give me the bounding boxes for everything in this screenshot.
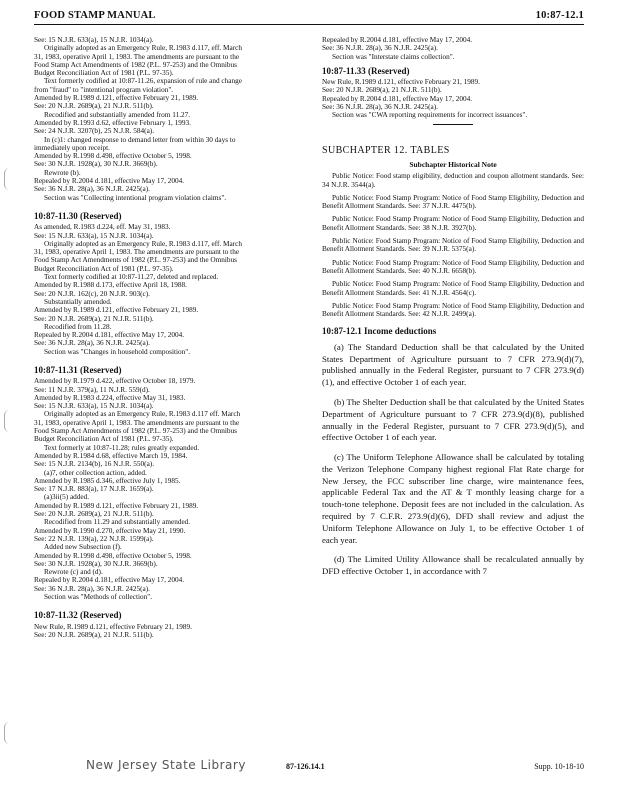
note-line: Rewrote (b). [44,168,81,177]
section-title: 10:87-11.30 (Reserved) [34,210,122,221]
rule-paragraph: (b) The Shelter Deduction shall be that calculated by the United States Department of Agriculture pursuant to 7 CFR 273.9(d)(8), published annually in the Federal Register, pursuant to 7 CFR 273.9(d)(5), and effective October 1 of each year. [322,396,584,443]
section-title-11-33: 10:87-11.33 (Reserved) [322,65,410,76]
note-line: Amended by R.1993 d.62, effective February 1, 1993. [34,118,191,127]
rule-paragraph: (d) The Limited Utility Allowance shall be recalculated annually by DFD effective October 1, in accordance with 7 [322,554,584,577]
note-line: Amended by R.1990 d.270, effective May 21, 1990. [34,526,186,535]
note-line: Repealed by R.2004 d.181, effective May 17, 2004. [34,331,185,340]
note-line: See: 30 N.J.R. 1928(a), 30 N.J.R. 3669(b). [34,559,158,568]
note-line: Budget Reconciliation Act of 1981 (P.L. 97-35). [34,69,174,78]
note-line: Repealed by R.2004 d.181, effective May 17, 2004. [322,94,473,103]
note-line: See: 15 N.J.R. 633(a), 15 N.J.R. 1034(a). [34,402,154,411]
note-line: Budget Reconciliation Act of 1981 (P.L. 97-35). [34,435,174,444]
rule-paragraph: (a) The Standard Deduction shall be that calculated by the United States Department of Agriculture pursuant to 7 CFR 273.9(d)(7), published annually in the Federal Register, pursuant to 7 CFR 273.9(d)(1), and effective October 1 of each year. [322,341,584,388]
historical-note-paragraph: Public Notice: Food Stamp Program: Notice of Food Stamp Eligibility, Deduction and Benefit Allotment Standards. See: 40 N.J.R. 6658(b). [322,258,584,275]
library-stamp: New Jersey State Library [86,758,246,772]
note-line: Amended by R.1979 d.422, effective October 18, 1979. [34,377,196,386]
note-line: Recodified from 11.28. [44,322,112,331]
note-line: Section was "Collecting intentional program violation claims". [44,193,227,202]
note-line: Amended by R.1983 d.224, effective May 31, 1983. [34,393,186,402]
note-line: Added new Subsection (f). [44,543,122,552]
note-line: See: 15 N.J.R. 633(a), 15 N.J.R. 1034(a). [34,231,154,240]
note-line: Amended by R.1988 d.173, effective April 18, 1988. [34,281,187,290]
section-number: 10:87-12.1 [535,10,584,21]
note-line: See: 36 N.J.R. 28(a), 36 N.J.R. 2425(a). [34,584,150,593]
section-notes [34,377,308,601]
note-line: Repealed by R.2004 d.181, effective May 17, 2004. [34,576,185,585]
note-line: Text formerly codified at 10:87-11.27, deleted and replaced. [44,273,219,282]
note-line: See: 20 N.J.R. 2689(a), 21 N.J.R. 511(b). [34,630,154,639]
historical-note-paragraph: Public Notice: Food Stamp Program: Notice of Food Stamp Eligibility, Deduction and Benefit Allotment Standards. See: 37 N.J.R. 4475(b). [322,193,584,211]
historical-note-paragraph: Public Notice: Food Stamp Program: Notice of Food Stamp Eligibility, Deduction and Benefit Allotment Standards. See: 39 N.J.R. 5375(a). [322,237,584,254]
historical-note-paragraph: Public Notice: Food stamp eligibility, deduction and coupon allotment standards. See: 34 N.J.R. 3544(a). [322,172,584,189]
note-line: See: 36 N.J.R. 28(a), 36 N.J.R. 2425(a). [322,44,438,53]
note-line: Text formerly at 10:87-11.28; rules greatly expanded. [44,443,200,452]
note-line: See: 36 N.J.R. 28(a), 36 N.J.R. 2425(a). [34,339,150,348]
note-line: See: 20 N.J.R. 2689(a), 21 N.J.R. 511(b). [34,102,154,111]
note-line: Food Stamp Act Amendments of 1982 (P.L. 97-253) and the Omnibus [34,60,237,69]
note-line: See: 15 N.J.R. 2134(b), 16 N.J.R. 550(a). [34,460,155,469]
note-line: Rewrote (c) and (d). [44,568,103,577]
page-number: 87-126.14.1 [286,762,325,771]
historical-note-paragraph: Public Notice: Food Stamp Program: Notice of Food Stamp Eligibility, Deduction and Benefit Allotment Standards. See: 42 N.J.R. 2499(a). [322,301,584,319]
note-line: Amended by R.1998 d.498, effective October 5, 1998. [34,551,192,560]
note-line: New Rule, R.1989 d.121, effective February 21, 1989. [322,78,480,87]
note-line: Originally adopted as an Emergency Rule, R.1983 d.117, eff. March [44,239,242,248]
section-title: 10:87-11.31 (Reserved) [34,364,122,375]
note-line: Food Stamp Act Amendments of 1982 (P.L. 97-253) and the Omnibus [34,256,237,265]
note-line: Budget Reconciliation Act of 1981 (P.L. 97-35). [34,264,174,273]
note-line: In (c)1: changed response to demand letter from within 30 days to [44,135,236,144]
note-line: Amended by R.1985 d.346, effective July 1, 1985. [34,476,181,485]
note-line: As amended, R.1983 d.224, eff. May 31, 1983. [34,223,171,232]
note-line: See: 36 N.J.R. 28(a), 36 N.J.R. 2425(a). [322,103,438,112]
note-line: Amended by R.1989 d.121, effective February 21, 1989. [34,306,199,315]
right-column [322,36,584,586]
section-12-1-body [322,342,584,578]
section-title: 10:87-11.32 (Reserved) [34,610,122,621]
note-line: Section was "CWA reporting requirements for incorrect issuances". [332,111,528,120]
note-line: immediately upon receipt. [34,143,110,152]
header-rule [34,24,584,25]
left-column [34,36,308,639]
note-line: Food Stamp Act Amendments of 1982 (P.L. 97-253) and the Omnibus [34,427,237,436]
separator-rule [433,124,473,125]
note-line: 31, 1983, operative April 1, 1983. The amendments are pursuant to the [34,418,240,427]
note-line: Section was "Interstate claims collection". [332,52,455,61]
section-11-33-notes [322,78,584,119]
note-line: Section was "Changes in household composition". [44,347,191,356]
margin-mark [4,722,15,744]
note-line: See: 20 N.J.R. 2689(a), 21 N.J.R. 511(b). [34,510,154,519]
note-line: Section was "Methods of collection". [44,593,153,601]
note-line: Substantially amended. [44,297,112,306]
note-line: See: 30 N.J.R. 1928(a), 30 N.J.R. 3669(b). [34,160,158,169]
note-line: See: 11 N.J.R. 379(a), 11 N.J.R. 559(d). [34,385,150,394]
manual-title: FOOD STAMP MANUAL [34,10,156,21]
left-top-notes [34,36,308,202]
note-line: Recodified and substantially amended from 11.27. [44,110,191,119]
note-line: See: 24 N.J.R. 3207(b), 25 N.J.R. 584(a). [34,127,155,136]
section-title-12-1: 10:87-12.1 Income deductions [322,326,437,337]
historical-note-paragraph: Public Notice: Food Stamp Program: Notice of Food Stamp Eligibility, Deduction and Benefit Allotment Standards. See: 41 N.J.R. 4564(c). [322,280,584,297]
note-line: (a)3ii(5) added. [44,493,90,502]
note-line: Repealed by R.2004 d.181, effective May 17, 2004. [322,36,473,44]
note-line: See: 15 N.J.R. 633(a), 15 N.J.R. 1034(a). [34,36,154,44]
rule-paragraph: (c) The Uniform Telephone Allowance shall be calculated by totaling the Verizon Telephone Company highest regional Flat Rate charge for New Jersey, the FCC subscriber line charge, wire maintenance fees, applicable Federal Tax and the AT & T monthly leasing charge for a touch-tone telephone. Deposit fees are not included in the calculation. As required by 7 C.F.R. 273.9(d)(6), DFD shall review and adjust the Uniform Telephone Allowance on July 1, to be effective October 1 of each year. [322,452,584,545]
note-line: Amended by R.1984 d.68, effective March 19, 1984. [34,451,188,460]
note-line: Recodified from 11.29 and substantially amended. [44,518,191,527]
note-line: See: 17 N.J.R. 883(a), 17 N.J.R. 1659(a). [34,485,154,494]
left-sections [34,212,308,639]
note-line: Repealed by R.2004 d.181, effective May 17, 2004. [34,177,185,186]
note-line: (a)7, other collection action, added. [44,468,147,477]
historical-note [322,172,584,318]
section-notes [34,623,308,640]
subchapter-title: SUBCHAPTER 12. TABLES [322,144,450,156]
note-line: New Rule, R.1989 d.121, effective February 21, 1989. [34,622,192,631]
note-line: Originally adopted as an Emergency Rule, R.1983 d.117, eff. March [44,44,242,53]
note-line: See: 20 N.J.R. 2689(a), 21 N.J.R. 511(b). [322,86,442,95]
note-line: Amended by R.1989 d.121, effective February 21, 1989. [34,501,199,510]
note-line: Text formerly codified at 10:87-11.26, expansion of rule and change [44,77,242,86]
note-line: 31, 1983, operative April 1, 1983. The amendments are pursuant to the [34,52,240,61]
margin-mark [4,410,15,432]
section-notes [34,223,308,356]
historical-note-paragraph: Public Notice: Food Stamp Program: Notice of Food Stamp Eligibility, Deduction and Benefit Allotment Standards. See: 38 N.J.R. 3927(b). [322,215,584,232]
note-line: See: 22 N.J.R. 139(a), 22 N.J.R. 1599(a). [34,534,154,543]
right-top-notes [322,36,584,61]
note-line: See: 20 N.J.R. 162(c), 20 N.J.R. 903(c). [34,289,150,298]
note-line: Amended by R.1989 d.121, effective February 21, 1989. [34,94,199,103]
historical-note-title: Subchapter Historical Note [409,159,497,169]
margin-mark [4,168,15,190]
note-line: Amended by R.1998 d.498, effective October 5, 1998. [34,152,192,161]
note-line: 31, 1983, operative April 1, 1983. The amendments are pursuant to the [34,248,240,257]
page-footer [34,758,584,782]
note-line: See: 20 N.J.R. 2689(a), 21 N.J.R. 511(b). [34,314,154,323]
note-line: from "fraud" to "intentional program violation". [34,85,174,94]
supplement-date: Supp. 10-18-10 [534,762,584,771]
note-line: Originally adopted as an Emergency Rule, R.1983 d.117 eff. March [44,410,241,419]
note-line: See: 36 N.J.R. 28(a), 36 N.J.R. 2425(a). [34,185,150,194]
